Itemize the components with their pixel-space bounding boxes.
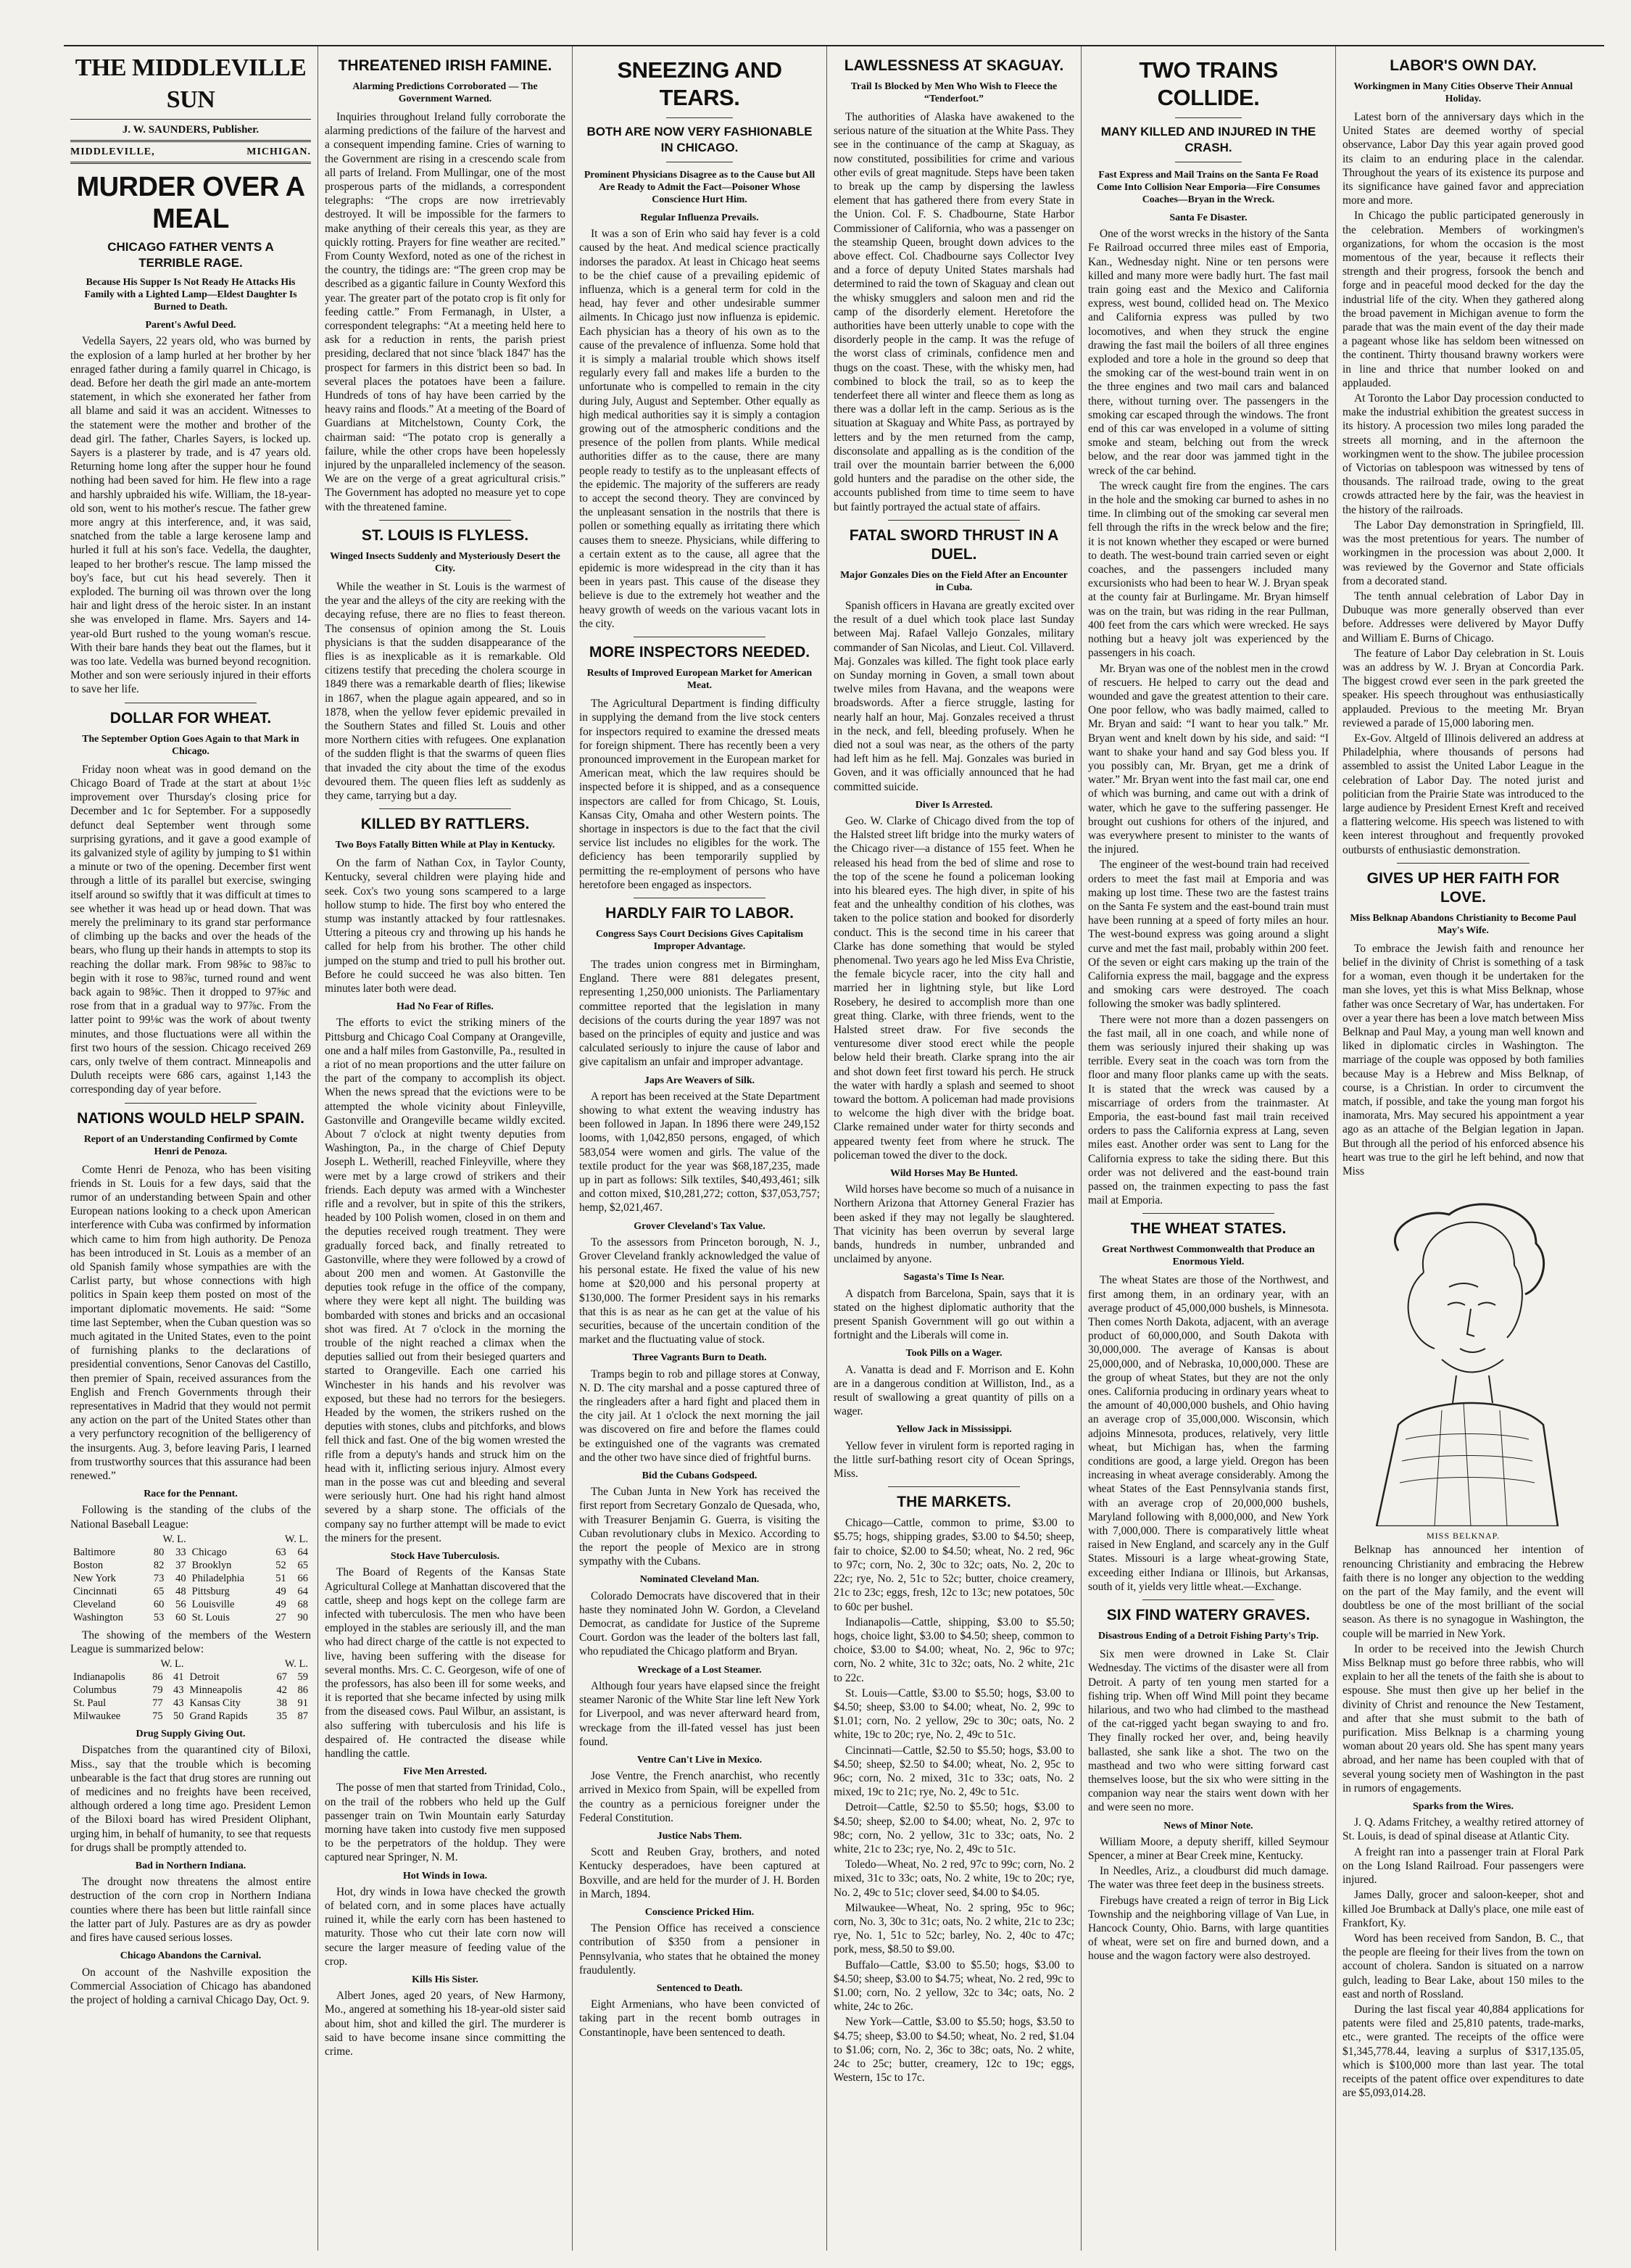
- headline-inspectors: MORE INSPECTORS NEEDED.: [589, 644, 810, 661]
- newspaper-page: [64, 45, 1604, 2251]
- table-cell: 68: [297, 1598, 308, 1610]
- article-paragraph: The Board of Regents of the Kansas State Agricultural College at Manhattan discovered that the cattle, sheep and hogs kept on the college farm are infected with tuberculosis. The men who have been employed in the stables are seriously ill, and the man who had direct charge of the cattle is not expected to live, having been suffering with the disease for several months. Mrs. C. C. Georgeson, wife of one of the professors, has also been ill for some weeks, and it is reported that she became infected by using milk from the diseased cows. Paul Wilbur, an assistant, is also suffering with tuberculosis and his life is despaired of. He contracted the disease while handling the cattle.: [325, 1566, 565, 1760]
- headline-skaguay: LAWLESSNESS AT SKAGUAY.: [844, 57, 1064, 74]
- masthead-dateline: [70, 140, 311, 164]
- article-paragraph: A. Vanatta is dead and F. Morrison and E. Kohn are in a dangerous condition at Williston, Ind., as a result of swallowing a great quantity of pills on a wager.: [834, 1363, 1074, 1418]
- sidehead: Sparks from the Wires.: [1413, 1801, 1514, 1813]
- divider: [125, 1103, 257, 1104]
- table-cell: Minneapolis: [189, 1684, 243, 1697]
- table-cell: Louisville: [191, 1598, 235, 1610]
- table-cell: Detroit: [189, 1671, 220, 1684]
- article-paragraph: In order to be received into the Jewish Church Miss Belknap must go before three rabbis, who will explain to her all the tenets of the faith she is about to espouse. She must then give up her belief in the divinity of Christ and renounce the New Testament, and after that she must submit to the bath of purification. Miss Belknap is a charming young woman about 20 years old. She has spent many years abroad, and her name has been coupled with that of several young society men of Washington in the past in rumors of engagements.: [1342, 1642, 1584, 1795]
- subhead: Prominent Physicians Disagree as to the Cause but All Are Ready to Admit the Fact—Poisoner Whose Conscience Hurt Him.: [584, 169, 816, 204]
- table-cell: Pittsburg: [191, 1585, 230, 1597]
- table-row: [70, 1598, 311, 1611]
- sidehead: Bid the Cubans Godspeed.: [642, 1470, 758, 1482]
- table-row: [70, 1559, 311, 1572]
- masthead-town: MIDDLEVILLE,: [70, 146, 155, 157]
- table-cell: 65: [153, 1585, 165, 1597]
- table-header: W. L.: [162, 1533, 186, 1545]
- article-paragraph: The wheat States are those of the Northwest, and first among them, in an ordinary year, with an average product of 45,000,000 bushels, is Minnesota. Then comes North Dakota, adjacent, with an average product of 60,000,000, and South Dakota with 30,000,000. The average of Kansas is about 25,000,000, and of Nebraska, 10,000,000. These are the group of wheat States, but they are not the only ones. California producing in ordinary years wheat to the amount of 40,000,000 bushels, and Ohio having an average crop of 35,000,000. Wisconsin, which adjoins Minnesota, produces, relatively, very little wheat, but Michigan has, when the farming conditions are good, a large yield. Oregon has been increasing in wheat average considerably. Among the wheat States of the East Pennsylvania stands first, with an average crop of 20,000,000 bushels, Maryland following with 8,000,000, and New York with 7,000,000. There is comparatively little wheat raised in New England, and scarcely any in the Gulf States. Missouri is a large wheat-growing State, exceeding either Indiana or Illinois, but Arkansas, south of it, yields very little wheat.—Exchange.: [1088, 1274, 1329, 1593]
- headline-trains: TWO TRAINS COLLIDE.: [1139, 57, 1278, 110]
- headline-labor-day: LABOR'S OWN DAY.: [1390, 57, 1537, 74]
- divider: [1397, 863, 1530, 864]
- divider: [1175, 117, 1242, 118]
- table-cell: 64: [297, 1546, 308, 1558]
- table-cell: 50: [173, 1710, 184, 1723]
- portrait-caption: MISS BELKNAP.: [1426, 1531, 1501, 1541]
- masthead-state: MICHIGAN.: [246, 146, 311, 157]
- sidehead: Conscience Pricked Him.: [644, 1906, 755, 1918]
- article-paragraph: Geo. W. Clarke of Chicago dived from the top of the Halsted street lift bridge into the murky waters of the Chicago river—a distance of 155 feet. When he released his head from the bed of slime and rose to the top of the scene he found a policeman looking into his bleared eyes. The high diver, in spite of his feat and the unhealthy condition of his clothes, was taken to the police station and booked for disorderly conduct. This is the second time in his career that Clarke has done something that would be styled phenomenal. Two years ago he led Miss Eva Christie, the female bicycle racer, into the city hall and married her in lightning style, but like Lord Rosebery, he desired to accomplish more than one great thing. Clarke, with three friends, went to the Halsted street draw. For five seconds the venturesome diver stood erect while the people below held their breath. Clarke sprang into the air and shot down feet first toward his perch. He struck the water with hardly a splash and seemed to shoot toward the bottom. A policeman had made provisions to welcome the high diver with the bridge boat. Clarke remained under water for thirty seconds and appeared twenty feet from where he struck. The policeman towed the diver to the dock.: [834, 814, 1074, 1162]
- sidehead: Stock Have Tuberculosis.: [390, 1551, 500, 1563]
- article-paragraph: A freight ran into a passenger train at Floral Park on the Long Island Railroad. Four passengers were injured.: [1342, 1845, 1584, 1887]
- sidehead: Had No Fear of Rifles.: [397, 1001, 494, 1013]
- sidehead: Japs Are Weavers of Silk.: [644, 1075, 755, 1086]
- table-row: [70, 1657, 311, 1671]
- article-paragraph: The feature of Labor Day celebration in St. Louis was an address by W. J. Bryan at Concordia Park. The biggest crowd ever seen in the park greeted the speaker. His speech throughout was enthusiastically applauded. Previous to the meeting Mr. Bryan reviewed a parade of 15,000 laboring men.: [1342, 647, 1584, 729]
- headline-flyless: ST. LOUIS IS FLYLESS.: [361, 526, 529, 544]
- article-paragraph: The wreck caught fire from the engines. The cars in the hole and the smoking car burned to ashes in no time. In climbing out of the smoking car several men fell through the rifts in the wreck below and the fire; it is not known whether they escaped or were burned to death. The west-bound train carried seven or eight coaches, and the passengers included many excursionists who had been to hear W. J. Bryan speak at the county fair at Burlingame. Mr. Bryan himself was on the train, but was riding in the rear Pullman, 400 feet from the cars which were wrecked. He says nothing but a heavy jolt was experienced by the passengers in his coach.: [1088, 479, 1329, 660]
- masthead-publisher: J. W. SAUNDERS, Publisher.: [122, 124, 260, 136]
- table-row: [70, 1697, 311, 1710]
- table-cell: 64: [297, 1585, 308, 1597]
- table-cell: Chicago: [191, 1546, 227, 1558]
- table-cell: Baltimore: [73, 1546, 115, 1558]
- table-cell: Indianapolis: [73, 1671, 125, 1684]
- table-cell: 51: [275, 1572, 286, 1584]
- divider: [1142, 1599, 1275, 1600]
- article-paragraph: Firebugs have created a reign of terror in Big Lick Township and the neighboring village of Van Lue, in Hancock County, Ohio. Barns, with large quantities of wheat, were set on fire and burned down, and a house and the wagon factory were also destroyed.: [1088, 1894, 1329, 1963]
- sidehead: Five Men Arrested.: [403, 1766, 487, 1778]
- column-3: [573, 46, 827, 2251]
- table-cell: 73: [153, 1572, 165, 1584]
- sidehead: Sentenced to Death.: [656, 1982, 743, 1994]
- sidehead: Justice Nabs Them.: [657, 1830, 742, 1842]
- table-cell: 80: [153, 1546, 165, 1558]
- deck-murder: CHICAGO FATHER VENTS A TERRIBLE RAGE.: [107, 240, 274, 270]
- table-cell: 75: [152, 1710, 163, 1723]
- article-paragraph: The showing of the members of the Western League is summarized below:: [70, 1628, 311, 1656]
- table-cell: 90: [297, 1611, 308, 1623]
- sidehead: Nominated Cleveland Man.: [639, 1574, 760, 1586]
- article-paragraph: Word has been received from Sandon, B. C., that the people are fleeing for their lives from the town on account of cholera. Sandon is situated on a narrow gulch, leading to Bear Lake, about 150 miles to the east and north of Rossland.: [1342, 1932, 1584, 2000]
- table-cell: 40: [175, 1572, 186, 1584]
- masthead-title: THE MIDDLEVILLE SUN: [70, 52, 311, 120]
- article-paragraph: A dispatch from Barcelona, Spain, says that it is stated on the highest diplomatic authority that the present Spanish Government will go out within a fortnight and the Liberals will come in.: [834, 1287, 1074, 1342]
- sidehead: Kills His Sister.: [412, 1974, 478, 1985]
- table-cell: 66: [297, 1572, 308, 1584]
- table-row: [70, 1611, 311, 1624]
- article-paragraph: On the farm of Nathan Cox, in Taylor County, Kentucky, several children were playing hide and seek. Cox's two young sons scampered to a large hollow stump to hide. The first boy who entered the stump was instantly attacked by four rattlesnakes. Uttering a piteous cry and throwing up his hands he called for help from his brother. The other child jumped on the stump and tried to pull his brother out. Before he could succeed he was also bitten. Ten minutes later both were dead.: [325, 857, 565, 995]
- portrait-illustration: [1355, 1185, 1572, 1526]
- article-paragraph: In Chicago the public participated generously in the celebration. Members of workingmen's organizations, for whom the occasion is the most momentous of the year, because it reflects their strength and their progress, forsook the bench and forge and in peaceful mood decked for the day the industrial life of the city. When they gathered along the broad pavement in Michigan avenue to form the parade that was the main event of the day their made a pageant whose like has seldom been witnessed on the continent. Thirty thousand brawny workers were in line and thrice that number looked on and applauded.: [1342, 210, 1584, 389]
- divider: [1142, 1213, 1275, 1214]
- article-paragraph: Hot, dry winds in Iowa have checked the growth of belated corn, and in some places have actually ruined it, while the early corn has been hastened to maturity. Those who cut their late corn now will secure the larger measure of feeding value of the crop.: [325, 1885, 565, 1968]
- article-paragraph: Jose Ventre, the French anarchist, who recently arrived in Mexico from Spain, will be expelled from the country as a pernicious foreigner under the Federal Constitution.: [579, 1770, 820, 1824]
- sidehead: Race for the Pennant.: [144, 1489, 238, 1500]
- article-paragraph: Friday noon wheat was in good demand on the Chicago Board of Trade at the start at about 1½c improvement over Thursday's closing price for December and 1c for September. For a supposedly defunct deal September went through some surprising gyrations, and it gave a good example of its galvanized style of agility by jumping to $1 within a minute or two of the opening. December first went through a little of its parallel but exercise, swinging itself around so swiftly that it was difficult at times to see whether it was head up or head down. That was merely the preliminary to its grand star performance of climbing up the backs and over the heads of the bears, who flung up their hands in attempts to stop its reaching the dollar mark. From 98⅝c to 98⅞c to begin with it rose to 98⅞c, turned round and went back again to 98⅝c. Then it dropped to 97⅝c and rose from that in a gradual way to 97⅞c. From the latter point to 99⅛c was the work of about twenty minutes, and those fluctuations were all within the first two hours of the session. Chicago received 269 cars, only twelve of them contract. Minneapolis and Duluth receipts were 686 cars, against 1,143 the corresponding day of year before.: [70, 763, 311, 1096]
- sidehead: Diver Is Arrested.: [915, 799, 993, 811]
- table-row: [70, 1546, 311, 1559]
- article-paragraph: There were not more than a dozen passengers on the fast mail, all in one coach, and while none of them was seriously injured their shaking up was terrible. Every seat in the coach was torn from the floor and many floor planks came up with the seats. It is stated that the wreck was caused by a miscarriage of orders from the trainmaster. At Emporia, the east-bound fast mail train received orders to pass the California express at Lang, seven miles east. Another order was sent to Lang for the California express to take the siding there. But this order was not delivered and the east-bound train passed on, the trainmen expecting to pass the fast mail at Emporia.: [1088, 1013, 1329, 1207]
- article-paragraph: Tramps begin to rob and pillage stores at Conway, N. D. The city marshal and a posse captured three of the ringleaders after a hard fight and placed them in the city jail. At 1 o'clock the next morning the jail was discovered on fire and before the flames could be extinguished one of the vagrants was cremated and the other two have since died of frightful burns.: [579, 1367, 820, 1464]
- article-paragraph: Following is the standing of the clubs of the National Baseball League:: [70, 1504, 311, 1531]
- subhead: Miss Belknap Abandons Christianity to Become Paul May's Wife.: [1350, 911, 1577, 935]
- table-header: W. L.: [284, 1533, 308, 1545]
- article-paragraph: It was a son of Erin who said hay fever is a cold caused by the heat. And medical science practically indorses the paradox. At least in Chicago heat seems to be the chief cause of a prevailing epidemic of influenza, which is a general term for cold in the head, hay fever and other undesirable summer ailments. In Chicago just now influenza is epidemic. Each physician has a theory of his own as to the cause of the prevalence of influenza. Some hold that it is simply a malarial trouble which shows itself regularly every fall and makes life a burden to the unfortunate who is compelled to remain in the city during July, August and September. Other equally as high medical authorities say it is simply a contagion growing out of the atmospheric conditions and the presence of the pollen from plants. While medical authorities differ as to the cause, there are many people ready to testify as to the unpleasant effects of the epidemic. The majority of the sufferers are ready to accept the second theory. They are convinced by the unpleasant sensation in the nostrils that there is pollen or something equally as irritating there which causes them to sneeze. Physicians, while differing to a certain extent as to the cause, all agree that the epidemic is more widespread in the city than it has been in years past. This cause of the disease they believe is due to the extremely hot weather and the heavy growth of weeds on the various vacant lots in the city.: [579, 228, 820, 630]
- table-cell: 56: [175, 1598, 186, 1610]
- headline-rattlers: KILLED BY RATTLERS.: [360, 816, 530, 833]
- article-paragraph: The drought now threatens the almost entire destruction of the corn crop in Northern Indiana counties where there has been but little rainfall since the latter part of July. Pastures are as dry as powder and fires have caused serious losses.: [70, 1876, 311, 1945]
- article-paragraph: Spanish officers in Havana are greatly excited over the result of a duel which took place last Sunday between Maj. Rafael Vallejo Gonzales, military commander of San Nicolas, and Lieut. Col. Villaverd. Maj. Gonzales was killed. The fight took place early on Sunday morning in Goven, a small town about twelve miles from Havana, and the weapons were broadswords. After a fierce struggle, lasting for nearly half an hour, Maj. Gonzales received a thrust in the neck, and fell, bleeding profusely. When he died not a soul was near, as the others of the party had left him as he fell. Maj. Gonzales was buried in Goven, and it was officially announced that he had committed suicide.: [834, 599, 1074, 793]
- article-paragraph: Wild horses have become so much of a nuisance in Northern Arizona that Attorney General Frazier has been asked if they may not legally be slaughtered. That vicinity has been overrun by several large bands, hundreds in number, unbranded and unclaimed by anyone.: [834, 1183, 1074, 1266]
- table-cell: 65: [297, 1559, 308, 1571]
- table-cell: 86: [152, 1671, 163, 1684]
- article-paragraph: Latest born of the anniversary days which in the United States are deemed worthy of special observance, Labor Day this year again proved good its claim to an enduring place in the calendar. Throughout the years of its existence its purpose and its significance have gained favor and appreciation more and more.: [1342, 111, 1584, 207]
- headline-belknap: GIVES UP HER FAITH FOR LOVE.: [1366, 869, 1560, 906]
- table-cell: 33: [175, 1546, 186, 1558]
- table-cell: [189, 1533, 267, 1546]
- divider: [666, 117, 734, 118]
- article-paragraph: Comte Henri de Penoza, who has been visiting friends in St. Louis for a few days, said that the rumor of an understanding between Spain and other European nations looking to a check upon American interference with Cuba was confirmed by information which came to him from high authority. De Penoza has been introduced in St. Louis as a member of an old Spanish family whose sympathies are with the Carlist party, but whose connections with high politics in Spain keep them posted on most of the important diplomatic movements. He said: “Some time last September, when the Cuban question was so much agitated in the United States, even to the point of furnishing planks to the declarations of presidential conventions, Senor Canovas del Castillo, then premier of Spain, received assurances from the English and French Governments through their representatives in Madrid that they would not permit any action on the part of the United States other than a very perfunctory recognition of the belligerency of the insurgents. Aug. 3, before leaving Paris, I learned from trustworthy sources that this assurance had been renewed.”: [70, 1163, 311, 1483]
- article-paragraph: The Labor Day demonstration in Springfield, Ill. was the most pretentious for years. The number of workingmen in the procession was about 2,000. It was reviewed by the Governor and State officials from a decorated stand.: [1342, 518, 1584, 587]
- subhead: Results of Improved European Market for American Meat.: [586, 667, 813, 691]
- article-paragraph: The posse of men that started from Trinidad, Colo., on the trail of the robbers who held up the Gulf passenger train on Twin Mountain early Saturday morning have taken into custody five men supposed to be the perpetrators of the holdup. They were captured near Springer, N. M.: [325, 1781, 565, 1864]
- table-cell: 41: [173, 1671, 184, 1684]
- sidehead: Santa Fe Disaster.: [1169, 212, 1248, 223]
- table-cell: Grand Rapids: [189, 1710, 248, 1723]
- table-cell: 60: [175, 1611, 186, 1623]
- table-cell: Brooklyn: [191, 1559, 232, 1571]
- sidehead: Bad in Northern Indiana.: [135, 1861, 246, 1872]
- deck-trains: MANY KILLED AND INJURED IN THE CRASH.: [1100, 125, 1316, 154]
- headline-wheat: DOLLAR FOR WHEAT.: [109, 709, 272, 727]
- subhead: Workingmen in Many Cities Observe Their Annual Holiday.: [1353, 80, 1573, 104]
- article-paragraph: Albert Jones, aged 20 years, of New Harmony, Mo., angered at something his 18-year-old sister said about him, shot and killed the girl. The murderer is said to have become insane since committing the crime.: [325, 1990, 565, 2058]
- subhead: Congress Says Court Decisions Gives Capitalism Improper Advantage.: [595, 927, 804, 951]
- table-cell: 42: [276, 1684, 287, 1697]
- market-report: Milwaukee—Wheat, No. 2 spring, 95c to 96c; corn, No. 3, 30c to 31c; oats, No. 2 white, 21c to 23c; rye, No. 1, 51c to 52c; barley, No. 2, 40c to 47c; pork, mess, $8.50 to $9.00.: [834, 1901, 1074, 1956]
- table-cell: Washington: [73, 1611, 123, 1623]
- sidehead: Took Pills on a Wager.: [905, 1348, 1003, 1359]
- article-paragraph: Inquiries throughout Ireland fully corroborate the alarming predictions of the failure of the harvest and a consequent impending famine. Cries of warning to the Government are rising in a crescendo scale from all parts of Ireland. From Mullingar, one of the most prosperous parts of the midlands, a correspondent telegraphs: “The crops are now irretrievably destroyed. It will be impossible for the farmers to make anything of their cereals this year, as they are quickly rotting. Prayers for fine weather are recited.” From County Wexford, noted as one of the richest in the country, the tidings are: “The green crop may be described as a gigantic failure in County Wexford this year. The greater part of the potato crop is fit only for feeding cattle.” From Fermanagh, in Ulster, a correspondent telegraphs: “At a meeting held here to ask for a reduction in rents, the parish priest presiding, declared that not since 'black 1847' has the prospect for farmers in this district been so bad. In several places the potatoes have been a failure. Hundreds of tons of hay have been carried by the heavy rains and floods.” At a meeting of the Board of Guardians at Mitchelstown, County Cork, the chairman said: “The potato crop is generally a failure, while the other crops have been hopelessly injured by the unparalleled inclemency of the season. We are on the verge of a great agricultural crisis.” The Government has adopted no measure yet to cope with the threatened famine.: [325, 111, 565, 513]
- sidehead: Parent's Awful Deed.: [145, 320, 236, 331]
- article-paragraph: Scott and Reuben Gray, brothers, and noted Kentucky desperadoes, have been captured at Boxville, and are held for the murder of J. H. Borden in March, 1894.: [579, 1846, 820, 1900]
- table-cell: 53: [153, 1611, 165, 1623]
- sidehead: Regular Influenza Prevails.: [640, 212, 759, 223]
- table-header: W. L.: [284, 1658, 308, 1671]
- article-paragraph: William Moore, a deputy sheriff, killed Seymour Spencer, a miner at Bear Creek mine, Kentucky.: [1088, 1835, 1329, 1862]
- headline-famine: THREATENED IRISH FAMINE.: [338, 57, 552, 74]
- column-1: [64, 46, 318, 2251]
- table-cell: Cleveland: [73, 1598, 116, 1610]
- sidehead: Hot Winds in Iowa.: [402, 1870, 488, 1882]
- table-cell: 79: [152, 1684, 163, 1697]
- table-cell: 49: [275, 1585, 286, 1597]
- table-cell: 63: [275, 1546, 286, 1558]
- subhead: Trail Is Blocked by Men Who Wish to Fleece the “Tenderfoot.”: [850, 80, 1058, 104]
- table-cell: Milwaukee: [73, 1710, 121, 1723]
- headline-duel: FATAL SWORD THRUST IN A DUEL.: [849, 526, 1059, 563]
- table-cell: 48: [175, 1585, 186, 1597]
- headline-wheat-states: THE WHEAT STATES.: [1130, 1220, 1287, 1238]
- table-cell: 52: [275, 1559, 286, 1571]
- article-paragraph: During the last fiscal year 40,884 applications for patents were filed and 25,810 patents, trade-marks, etc., were granted. The receipts of the office were $1,345,778.44, leaving a surplus of $317,135.05, which is $100,000 more than last year. The total receipts of the patent office over expenditures to date are $5,093,014.28.: [1342, 2003, 1584, 2100]
- sidehead: Wild Horses May Be Hunted.: [890, 1168, 1018, 1180]
- table-cell: 37: [175, 1559, 186, 1571]
- subhead: Fast Express and Mail Trains on the Santa Fe Road Come Into Collision Near Emporia—Fire Consumes Coaches—Bryan in the Wreck.: [1097, 169, 1320, 204]
- sidehead: Grover Cleveland's Tax Value.: [634, 1220, 765, 1232]
- market-report: Buffalo—Cattle, $3.00 to $5.50; hogs, $3.00 to $4.50; sheep, $3.00 to $4.75; wheat, No. 2 red, 99c to $1.00; corn, No. 2 yellow, 32c to 34c; oats, No. 2 white, 24c to 26c.: [834, 1958, 1074, 2014]
- article-paragraph: While the weather in St. Louis is the warmest of the year and the alleys of the city are reeking with the decaying refuse, there are no flies to feast thereon. The consensus of opinion among the St. Louis physicians is that the sudden disappearance of the flies is as inexplicable as it is remarkable. Old citizens testify that preceding the cholera scourge in 1849 there was a remarkable dearth of flies; likewise in 1867, when the plague again appeared, and so in 1878, when the yellow fever epidemic prevailed in the Southern States and filled St. Louis and other more Northern cities with refugees. One explanation of the sudden flight is that the swarms of queen flies that invaded the city about the time of the exodus devoured them. The queen flies left as suddenly as they came, tarrying but a day.: [325, 580, 565, 802]
- table-row: [70, 1533, 311, 1546]
- article-paragraph: Vedella Sayers, 22 years old, who was burned by the explosion of a lamp hurled at her brother by her enraged father during a family quarrel in Chicago, is dead. Before her death the girl made an ante-mortem statement, in which she exonerated her father from all blame and said it was an accident. Witnesses to the statement were the mother and brother of the dead girl. The father, Charles Sayers, is locked up. Sayers is a plasterer by trade, and is 47 years old. Returning home long after the supper hour he found nothing had been saved for him. He flew into a rage and harshly upbraided his wife. William, the 18-year-old son, went to his mother's rescue. The father grew more angry at this interference, and, it was said, snatched from the table a large kerosene lamp and hurled it full at his son's face. Vedella, the daughter, leaped to her brother's rescue. The lamp missed the boy's face, but cut his head severely. Then it exploded. The burning oil was thrown over the long hair and light dress of the heroic sister. In an instant she was enveloped in flame. Mrs. Sayers and 14-year-old Burt rushed to the young woman's rescue. With their bare hands they beat out the flames, but it was too late. Vedella was burned beyond recognition. Mother and son were seriously injured in their efforts to save her life.: [70, 335, 311, 696]
- table-cell: 27: [275, 1611, 286, 1623]
- headline-sneezing: SNEEZING AND TEARS.: [617, 57, 782, 110]
- table-cell: 91: [297, 1697, 308, 1710]
- subhead: Alarming Predictions Corroborated — The Government Warned.: [352, 80, 538, 104]
- article-paragraph: To embrace the Jewish faith and renounce her belief in the divinity of Christ is something of a task for a woman, even though it be undertaken for the man she loves, yet this is what Miss Belknap, whose father was once Secretary of War, has undertaken. For over a year there has been a love match between Miss Belknap and Paul May, a young man well known and liked in diplomatic circles in Washington. The marriage of the couple was opposed by both families because May is a Hebrew and Miss Belknap, of course, is a Christian. In order to circumvent the match, if possible, and take the young man forgot his inamorata, Mrs. May secured his appointment a year ago as an attache of the Belgian legation in Japan. But through all the period of his enforced absence his heart was true to the girl he left behind, and now that Miss: [1342, 942, 1584, 1178]
- sidehead: Ventre Can't Live in Mexico.: [636, 1754, 763, 1766]
- headline-spain: NATIONS WOULD HELP SPAIN.: [77, 1109, 304, 1127]
- table-cell: Columbus: [73, 1684, 117, 1697]
- market-report: Cincinnati—Cattle, $2.50 to $5.50; hogs, $3.00 to $4.50; sheep, $2.50 to $4.00; wheat, No. 2, 95c to 96c; corn, No. 2 mixed, 31c to 33c; oats, No. 2 mixed, 19c to 21c; rye, No. 2, 49c to 51c.: [834, 1744, 1074, 1799]
- table-cell: 43: [173, 1684, 184, 1697]
- table-cell: New York: [73, 1572, 116, 1584]
- sidehead: Wreckage of a Lost Steamer.: [637, 1664, 762, 1676]
- table-cell: 49: [275, 1598, 286, 1610]
- table-cell: [70, 1533, 145, 1546]
- table-cell: St. Paul: [73, 1697, 107, 1710]
- sidehead: Drug Supply Giving Out.: [136, 1729, 246, 1740]
- table-cell: 60: [153, 1598, 165, 1610]
- column-5: [1082, 46, 1336, 2251]
- article-paragraph: The Pension Office has received a conscience contribution of $350 from a pensioner in Pennsylvania, who states that he obtained the money fraudulently.: [579, 1922, 820, 1977]
- headline-markets: THE MARKETS.: [897, 1494, 1011, 1511]
- article-paragraph: To the assessors from Princeton borough, N. J., Grover Cleveland frankly acknowledged the value of his personal estate. He fixed the value of his new home at $20,000 and his personal property at $130,000. The former President says in his remarks that this is as near as he can get at the value of his securities, because of the uncertain condition of the market and the fluctuating value of stock.: [579, 1236, 820, 1346]
- article-paragraph: At Toronto the Labor Day procession conducted to make the industrial exhibition the greatest success in its history. A procession two miles long paraded the streets all morning, and in the afternoon the workingmen went to the show. The jubilee procession of Victorias on tablespoon was witnessed by tens of thousands. The railroad trade, owing to the great crowds attracted here by the fair, was the heaviest in the history of the railroads.: [1342, 392, 1584, 516]
- article-paragraph: J. Q. Adams Fritchey, a wealthy retired attorney of St. Louis, is dead of spinal disease at Atlantic City.: [1342, 1816, 1584, 1843]
- table-cell: Philadelphia: [191, 1572, 245, 1584]
- table-cell: 77: [152, 1697, 163, 1710]
- article-paragraph: In Needles, Ariz., a cloudburst did much damage. The water was three feet deep in the business streets.: [1088, 1865, 1329, 1892]
- article-paragraph: One of the worst wrecks in the history of the Santa Fe Railroad occurred three miles east of Emporia, Kan., Wednesday night. Nine or ten persons were killed and many more were badly hurt. The fast mail train going east and the Mexico and California express, west bound, collided head on. The Mexico and California express was pulled by two locomotives, and when they struck the engine drawing the fast mail the boilers of all three engines exploded and tore a hole in the ground so deep that the smoking car of the west-bound train went in on the three engines and two mail cars and balanced there, without turning over. The passengers in the smoking car escaped through the windows. The front end of this car was enveloped in a volume of sitting smoke and steam, belching out from the wreck below, and the rear door was jammed tight in the wreck of the car behind.: [1088, 228, 1329, 477]
- article-paragraph: A report has been received at the State Department showing to what extent the weaving industry has been followed in Japan. In 1896 there were 249,152 looms, with 1,042,850 persons, engaged, of which 583,054 were women and girls. The value of the textile product for the year was $68,187,235, made up in part as follows: Silk textiles, $40,493,461; silk and cotton mixed, $10,281,272; cotton, $37,053,757; hemp, $2,021,467.: [579, 1090, 820, 1214]
- table-cell: 67: [276, 1671, 287, 1684]
- article-paragraph: James Dally, grocer and saloon-keeper, shot and killed Joe Brumback at Dally's place, one mile east of Frankfort, Ky.: [1342, 1889, 1584, 1929]
- divider: [888, 1486, 1021, 1487]
- sidehead: Chicago Abandons the Carnival.: [120, 1950, 262, 1962]
- subhead: The September Option Goes Again to that Mark in Chicago.: [82, 732, 299, 756]
- sidehead: Yellow Jack in Mississippi.: [896, 1424, 1012, 1436]
- article-paragraph: Colorado Democrats have discovered that in their haste they nominated John W. Gordon, a Cleveland Democrat, as candidate for Justice of the Supreme Court. Gordon was the leader of the bolters last fall, who repudiated the Chicago platform and Bryan.: [579, 1589, 820, 1658]
- standings-table-western: [70, 1657, 311, 1723]
- article-paragraph: On account of the Nashville exposition the Commercial Association of Chicago has abandoned the project of holding a carnival Chicago Day, Oct. 9.: [70, 1966, 311, 2006]
- table-cell: 38: [276, 1697, 287, 1710]
- article-paragraph: The authorities of Alaska have awakened to the serious nature of the situation at the White Pass. They see in the continuance of the camp at Skaguay, as now constituted, possibilities for crime and various other evils of great magnitude. Steps have been taken to break up the camp by dispersing the lawless element that has gathered there from every State in the Union. Col. F. S. Chadbourne, State Harbor Commissioner of California, who was a passenger on the steamship Queen, brought down advices to the above effect. Col. Chadbourne says Collector Ivey and a force of deputy United States marshals had determined to raid the town of Skaguay and clean out the whisky smugglers and saloon men and rid the camp of the disorderly element. Heretofore the authorities have been utterly unable to cope with the disorderly people in the camp. It was the refuge of the worst class of criminals, confidence men and thugs on the coast. These, with the whisky men, had combined to block the trail, so as to keep the tenderfeet there all winter and fleece them as long as there was a dollar left in the camp. Serious as is the situation at Skaguay and White Pass, as portrayed by letters and by the men returned from the camp, disconsolate and appalling as is the condition of the trail over the mountain barrier between the 6,000 gold hunters and the paradise on the other side, the accounts published from time to time seem to have but faintly portrayed the actual state of affairs.: [834, 111, 1074, 513]
- article-paragraph: Yellow fever in virulent form is reported raging in the little surf-bathing resort city of Ocean Springs, Miss.: [834, 1439, 1074, 1481]
- column-4: [827, 46, 1082, 2251]
- subhead: Great Northwest Commonwealth that Produce an Enormous Yield.: [1102, 1243, 1315, 1267]
- headline-graves: SIX FIND WATERY GRAVES.: [1106, 1607, 1311, 1624]
- market-report: Indianapolis—Cattle, shipping, $3.00 to $5.50; hogs, choice light, $3.00 to $4.50; sheep, common to choice, $3.00 to $4.00; wheat, No. 2, 96c to 97c; corn, No. 2 white, 31c to 32c; oats, No. 2 white, 21c to 22c.: [834, 1615, 1074, 1684]
- article-paragraph: Dispatches from the quarantined city of Biloxi, Miss., say that the trouble which is becoming unbearable is the fact that drug stores are running out of medicines and no freights have been received, although ordered a long time ago. President Lemon of the Biloxi board has wired President Oliphant, urging him, in behalf of humanity, to see that requests for drugs shall be promptly attended to.: [70, 1744, 311, 1854]
- subhead: Report of an Understanding Confirmed by Comte Henri de Penoza.: [83, 1133, 298, 1156]
- table-cell: 59: [297, 1671, 308, 1684]
- subhead: Winged Insects Suddenly and Mysteriously Desert the City.: [330, 550, 560, 574]
- article-paragraph: Eight Armenians, who have been convicted of taking part in the recent bomb outrages in Constantinople, have been sentenced to death.: [579, 1998, 820, 2039]
- table-row: [70, 1572, 311, 1585]
- article-paragraph: The Agricultural Department is finding difficulty in supplying the demand from the live stock centers for inspectors required to examine the dressed meats for foreign shipment. There has recently been a very pronounced improvement in the European market for American meat, which the law requires should be inspected before it is shipped, and as a consequence inspectors are called for from Chicago, St. Louis, Kansas City, Omaha and other Western points. The shortage in inspectors is due to the fact that the civil service list includes no eligibles for the work. The deficiency has been temporarily supplied by permitting the re-employment of persons who have heretofore been engaged as inspectors.: [579, 698, 820, 891]
- market-report: Chicago—Cattle, common to prime, $3.00 to $5.75; hogs, shipping grades, $3.00 to $4.50; sheep, fair to choice, $2.00 to $4.50; wheat, No. 2 red, 96c to 97c; corn, No. 2, 30c to 32c; oats, No. 2, 20c to 22c; rye, No. 2, 51c to 52c; butter, choice creamery, 21c to 23c; eggs, fresh, 12c to 13c; new potatoes, 50c to 60c per bushel.: [834, 1517, 1074, 1613]
- divider: [379, 520, 512, 521]
- divider: [379, 808, 512, 809]
- table-cell: [187, 1657, 269, 1671]
- headline-murder: MURDER OVER A MEAL: [76, 172, 305, 235]
- table-cell: [70, 1657, 145, 1671]
- market-report: Detroit—Cattle, $2.50 to $5.50; hogs, $3.00 to $4.50; sheep, $2.00 to $4.00; wheat, No. 2, 97c to 98c; corn, No. 2 yellow, 31c to 33c; oats, No. 2 white, 21c to 23c; rye, No. 2, 49c to 51c.: [834, 1801, 1074, 1855]
- table-cell: 82: [153, 1559, 165, 1571]
- table-cell: Boston: [73, 1559, 104, 1571]
- deck-sneezing: BOTH ARE NOW VERY FASHIONABLE IN CHICAGO.: [586, 125, 813, 154]
- table-cell: Cincinnati: [73, 1585, 117, 1597]
- table-row: [70, 1710, 311, 1723]
- subhead: Two Boys Fatally Bitten While at Play in Kentucky.: [335, 839, 555, 850]
- article-paragraph: The tenth annual celebration of Labor Day in Dubuque was more generally observed than ever before. Addresses were delivered by Mayor Duffy and William E. Burns of Chicago.: [1342, 589, 1584, 645]
- table-cell: 86: [297, 1684, 308, 1697]
- article-paragraph: Six men were drowned in Lake St. Clair Wednesday. The victims of the disaster were all from Detroit. A party of ten young men started for a fishing trip. When off Wind Mill point they became hilarious, and two who had climbed to the masthead of the cat-rigged yacht began swaying to and fro. They finally rocked her over, and, being heavily ballasted, she sank like a shot. The two on the masthead and two who were sitting forward cast themselves loose, but the six who were sitting in the companion way near the stairs went down with her and were seen no more.: [1088, 1648, 1329, 1814]
- article-paragraph: The efforts to evict the striking miners of the Pittsburg and Chicago Coal Company at Orangeville, one and a half miles from Gastonville, Pa., resulted in a riot of no mean proportions and the utter failure on the part of the company to accomplish its object. When the news spread that the evictions were to be attempted the whole vicinity about Finleyville, Gastonville and Orangeville became wildly excited. About 7 o'clock at night twenty deputies from Washington, Pa., in the charge of Chief Deputy Joseph L. Wetherill, reached Finleyville, where they were met by a large crowd of strikers and their friends. Each deputy was armed with a Winchester rifle and a revolver, but in spite of this the strikers, headed by 100 Polish women, closed in on them and the deputies received rough treatment. They were gradually forced back, and finally retreated to Gastonville, where they were followed by a crowd of about 200 men and women. At Gastonville the deputies took refuge in the office of the company, where they were kept all night. The building was bombarded with stones and bricks and an occasional shot was fired. At 7 o'clock in the morning the trouble of the night reached a climax when the deputies sallied out from their besieged quarters and started to Orangeville. Each one carried his Winchester in his hands and his revolver was exposed, but these had no terrors for the besiegers. Headed by the women, the strikers rushed on the deputies with stones, clubs and pitchforks, and blows fell thick and fast. One of the big women wrested the rifle from a deputy's hands and struck him on the head with it, inflicting serious injury. Almost every man in the posse was cut and bleeding and several were seriously hurt. One had his right hand almost severed by a sharp stone. The officials of the company say no further attempt will be made to evict the miners for the present.: [325, 1017, 565, 1544]
- sidehead: News of Minor Note.: [1163, 1820, 1253, 1832]
- article-paragraph: Belknap has announced her intention of renouncing Christianity and embracing the Hebrew faith there is no longer any objection to the wedding on the part of the May family, and the event will doubtless be one of the most brilliant of the social season. As there is no synagogue in Washington, the couple will be married in New York.: [1342, 1544, 1584, 1640]
- article-paragraph: The trades union congress met in Birmingham, England. There were 881 delegates present, representing 1,250,000 unionists. The Parliamentary committee reported that the legislation in many decisions of the courts during the year 1897 was not based on the principles of equity and justice and was calculated seriously to injure the cause of labor and give capitalism an unfair and improper advantage.: [579, 958, 820, 1069]
- table-cell: 43: [173, 1697, 184, 1710]
- market-report: New York—Cattle, $3.00 to $5.50; hogs, $3.50 to $4.75; sheep, $3.00 to $4.50; wheat, No. 2 red, $1.04 to $1.06; corn, No. 2, 36c to 38c; oats, No. 2 white, 24c to 25c; butter, creamery, 12c to 19c; eggs, Western, 15c to 17c.: [834, 2016, 1074, 2085]
- market-report: St. Louis—Cattle, $3.00 to $5.50; hogs, $3.00 to $4.50; sheep, $3.00 to $4.00; wheat, No. 2, 99c to $1.01; corn, No. 2 yellow, 29c to 30c; oats, No. 2 white, 19c to 20c; rye, No. 2, 49c to 51c.: [834, 1686, 1074, 1742]
- column-6: [1336, 46, 1590, 2251]
- table-cell: 87: [297, 1710, 308, 1723]
- subhead: Disastrous Ending of a Detroit Fishing Party's Trip.: [1097, 1630, 1319, 1642]
- standings-table-national: [70, 1533, 311, 1624]
- table-cell: St. Louis: [191, 1611, 230, 1623]
- column-2: [318, 46, 573, 2251]
- sidehead: Three Vagrants Burn to Death.: [632, 1352, 767, 1364]
- sidehead: Sagasta's Time Is Near.: [903, 1272, 1005, 1283]
- article-paragraph: The engineer of the west-bound train had received orders to meet the fast mail at Emporia and was making up lost time. These two are the fastest trains on the Santa Fe system and the east-bound train must have been running at a speed of forty miles an hour. The west-bound express was going around a slight curve and met the fast mail, probably within 200 feet. Of the seven or eight cars making up the train of the California express the mail, baggage and the express and smoking cars were destroyed. The coach following the smoker was badly splintered.: [1088, 858, 1329, 1011]
- article-paragraph: Ex-Gov. Altgeld of Illinois delivered an address at Philadelphia, where thousands of persons had assembled to assist the United Labor League in the celebration of Labor Day. The noted jurist and politician from the Prairie State was introduced to the large audience by President Ernest Kreft and received a flattering welcome. His speech was listened to with keen interest throughout and frequently provoked outbursts of enthusiastic demonstration.: [1342, 732, 1584, 856]
- headline-labor: HARDLY FAIR TO LABOR.: [605, 904, 794, 922]
- subhead: Major Gonzales Dies on the Field After an Encounter in Cuba.: [840, 568, 1068, 592]
- article-paragraph: Although four years have elapsed since the freight steamer Naronic of the White Star line left New York for Liverpool, and was never afterward heard from, wreckage from the ill-fated vessel has just been found.: [579, 1679, 820, 1748]
- subhead-murder: Because His Supper Is Not Ready He Attacks His Family with a Lighted Lamp—Eldest Daughter Is Burned to Death.: [84, 276, 297, 313]
- table-row: [70, 1684, 311, 1697]
- table-header: W. L.: [160, 1658, 184, 1671]
- table-cell: 35: [276, 1710, 287, 1723]
- table-cell: Kansas City: [189, 1697, 241, 1710]
- table-row: [70, 1671, 311, 1684]
- table-row: [70, 1585, 311, 1598]
- divider: [888, 520, 1021, 521]
- article-paragraph: Mr. Bryan was one of the noblest men in the crowd of rescuers. He helped to carry out the dead and wounded and gave the greatest attention to their care. One poor fellow, who was badly maimed, called to Mr. Bryan and said: “I want to hear you talk.” Mr. Bryan went and knelt down by his side, and said: “I want to shake your hand and say God bless you. If you possibly can, Mr. Bryan, get me a drink of water.” Mr. Bryan went into the fast mail car, one end of which was burning, and came out with a drink of water, which he gave to the suffering passenger. He brought out cushions for others of the injured, and was everywhere present to minister to the wants of the injured.: [1088, 662, 1329, 856]
- market-report: Toledo—Wheat, No. 2 red, 97c to 99c; corn, No. 2 mixed, 31c to 33c; oats, No. 2 white, 19c to 20c; rye, No. 2, 49c to 51c; clover seed, $4.00 to $4.05.: [834, 1858, 1074, 1899]
- article-paragraph: The Cuban Junta in New York has received the first report from Secretary Gonzalo de Quesada, who, with Treasurer Benjamin G. Guerra, is visiting the Cuban revolutionary clubs in Mexico. According to the report the people of Mexico are in strong sympathy with the Cubans.: [579, 1486, 820, 1568]
